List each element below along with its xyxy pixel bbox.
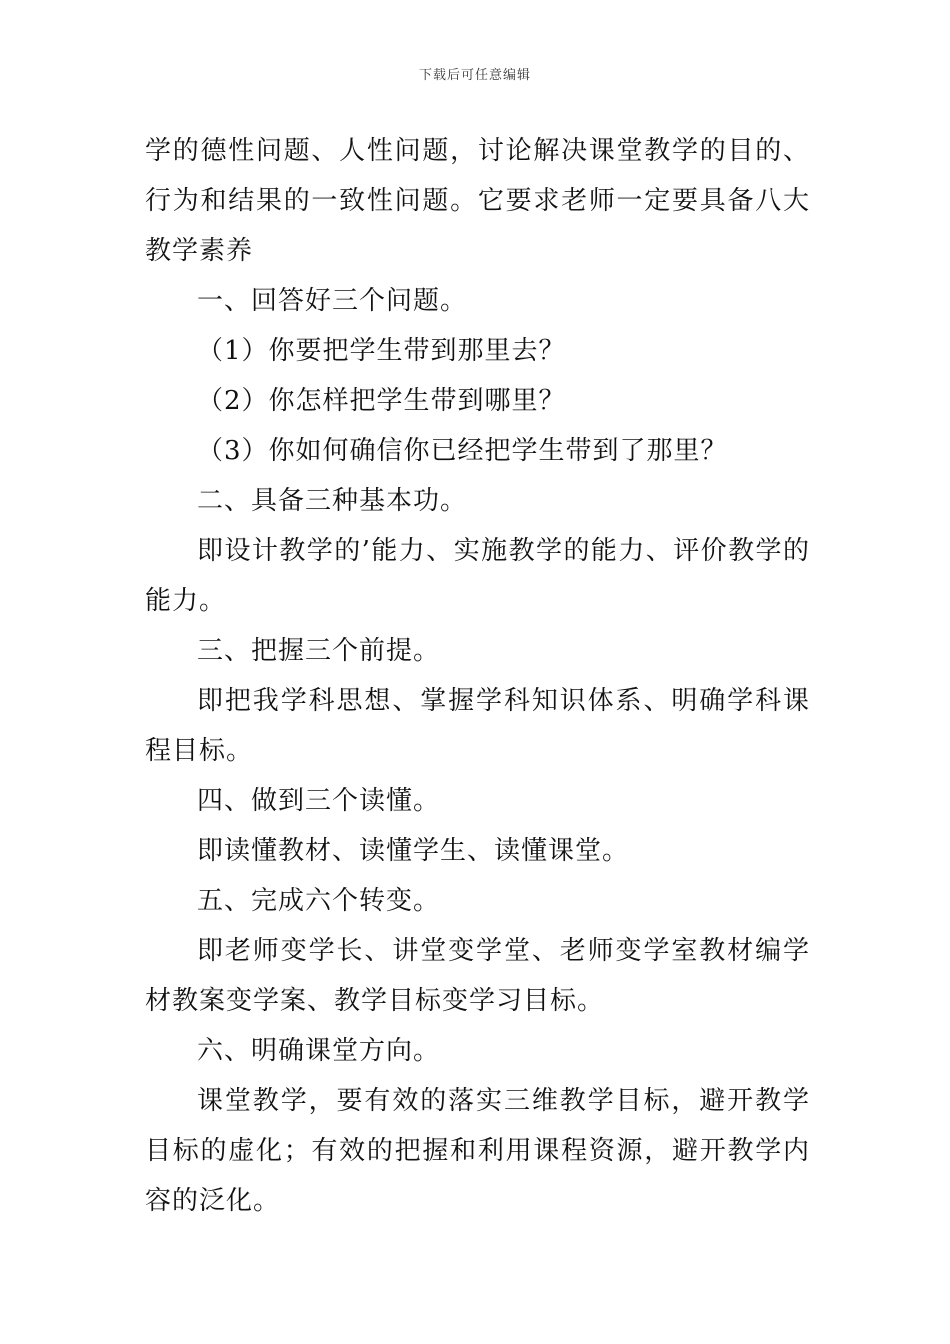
page-header: 下载后可任意编辑 [418,68,531,83]
document-body [145,126,810,1226]
heading-section-2: 二、具备三种基本功。 [197,486,468,516]
paragraph-section-4: 即读懂教材、读懂学生、读懂课堂。 [197,836,630,866]
paragraph-section-5: 即老师变学长、讲堂变学堂、老师变学室教材编学材教案变学案、教学目标变学习目标。 [145,936,810,1016]
heading-section-5: 五、完成六个转变。 [197,886,441,916]
paragraph-intro: 学的德性问题、人性问题，讨论解决课堂教学的目的、行为和结果的一致性问题。它要求老师一定要具备八大教学素养 [145,136,810,266]
paragraph-section-3: 即把我学科思想、掌握学科知识体系、明确学科课程目标。 [145,686,810,766]
heading-section-4: 四、做到三个读懂。 [197,786,441,816]
question-1: （1）你要把学生带到那里去？ [197,336,566,366]
question-2: （2）你怎样把学生带到哪里？ [197,386,566,416]
heading-section-3: 三、把握三个前提。 [197,636,441,666]
question-3: （3）你如何确信你已经把学生带到了那里？ [197,436,728,466]
heading-section-1: 一、回答好三个问题。 [197,286,468,316]
heading-section-6: 六、明确课堂方向。 [197,1036,441,1066]
paragraph-section-6: 课堂教学，要有效的落实三维教学目标，避开教学目标的虚化；有效的把握和利用课程资源，避开教学内容的泛化。 [145,1086,810,1216]
paragraph-section-2: 即设计教学的’能力、实施教学的能力、评价教学的能力。 [145,536,810,616]
